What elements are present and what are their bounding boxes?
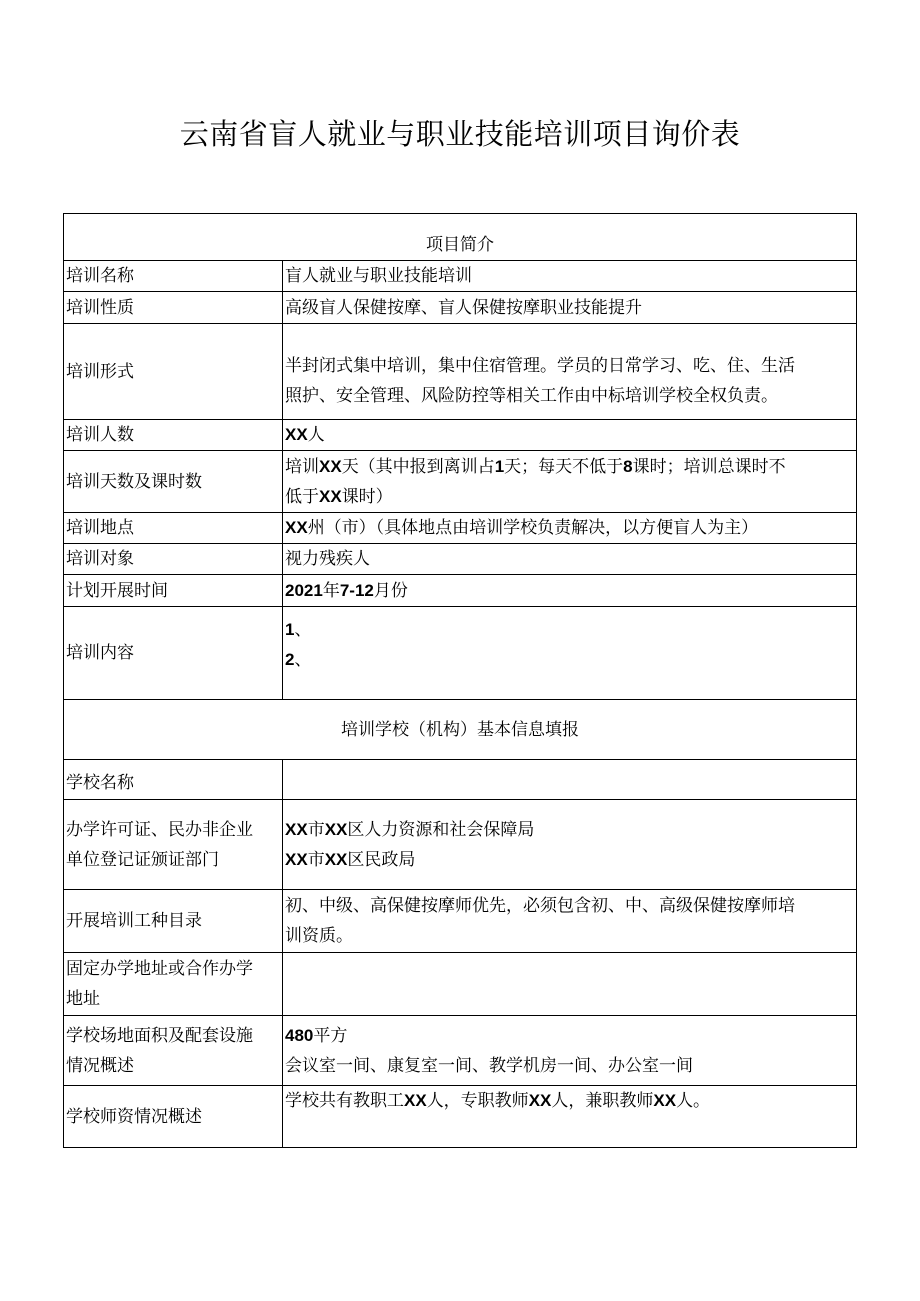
- value-part: 480: [285, 1025, 314, 1045]
- row-label: 培训天数及课时数: [64, 451, 283, 513]
- value-line: 训资质。: [285, 926, 353, 946]
- value-part: XX: [319, 456, 342, 476]
- table-row: [64, 451, 857, 513]
- row-label: 培训名称: [64, 261, 283, 292]
- row-value: [283, 760, 857, 800]
- value-part: XX: [528, 1091, 552, 1110]
- table-row: [64, 760, 857, 800]
- value-part: 7-12: [339, 580, 374, 600]
- value-part: 月份: [373, 580, 408, 601]
- value-part: 培训: [285, 456, 319, 477]
- row-value: [283, 1086, 857, 1148]
- row-label: 培训形式: [64, 324, 283, 420]
- section-header-row: [64, 214, 857, 261]
- row-label: 开展培训工种目录: [64, 890, 283, 953]
- label-line: 办学许可证、民办非企业: [66, 819, 253, 840]
- table-row: [64, 1086, 857, 1148]
- table-row: [64, 607, 857, 700]
- value-part: 区人力资源和社会保障局: [347, 819, 535, 840]
- value-part: 市: [307, 819, 325, 840]
- row-label: 学校师资情况概述: [64, 1086, 283, 1148]
- value-part: 人，专职教师: [426, 1091, 529, 1111]
- row-label: [64, 953, 283, 1016]
- value-part: 1: [494, 456, 505, 476]
- row-label: 培训人数: [64, 420, 283, 451]
- value-part: 年: [322, 580, 340, 601]
- value-part: 课时；培训总课时不: [632, 456, 786, 477]
- row-label: 计划开展时间: [64, 575, 283, 607]
- value-part: 人: [307, 425, 325, 445]
- value-part: 平方: [313, 1025, 348, 1046]
- row-value: [283, 953, 857, 1016]
- row-value: 视力残疾人: [283, 544, 857, 575]
- row-value: [283, 1016, 857, 1086]
- row-label: [64, 1016, 283, 1086]
- value-part: 人，兼职教师: [551, 1091, 654, 1111]
- value-part: 区民政局: [347, 849, 416, 870]
- table-row: [64, 800, 857, 890]
- row-label: 培训对象: [64, 544, 283, 575]
- value-part: XX: [324, 849, 348, 869]
- label-line: 学校场地面积及配套设施: [66, 1025, 253, 1046]
- value-line: 初、中级、高保健按摩师优先，必须包含初、中、高级保健按摩师培: [285, 896, 795, 916]
- label-line: 情况概述: [66, 1055, 134, 1076]
- label-line: 单位登记证颁证部门: [66, 849, 219, 870]
- value-part: 市: [307, 849, 325, 870]
- value-part: XX: [319, 486, 342, 506]
- table-row: [64, 261, 857, 292]
- row-value: [283, 890, 857, 953]
- table-row: [64, 292, 857, 324]
- value-line: 照护、安全管理、风险防控等相关工作由中标培训学校全权负责。: [285, 385, 778, 406]
- table-row: [64, 1016, 857, 1086]
- inquiry-form-table: [63, 213, 857, 1148]
- table-row: [64, 953, 857, 1016]
- value-part: 课时）: [341, 486, 393, 507]
- value-part: 、: [294, 620, 312, 640]
- row-value: 盲人就业与职业技能培训: [283, 261, 857, 292]
- value-part: XX: [285, 849, 308, 869]
- row-label: 培训地点: [64, 513, 283, 544]
- section-title-project-intro: 项目简介: [64, 214, 857, 261]
- value-part: XX: [324, 819, 348, 839]
- row-label: [64, 800, 283, 890]
- value-line: 会议室一间、康复室一间、教学机房一间、办公室一间: [285, 1055, 693, 1076]
- value-part: 1: [285, 620, 295, 639]
- value-part: 天（其中报到离训占: [341, 456, 495, 477]
- value-part: XX: [285, 819, 308, 839]
- document-title: 云南省盲人就业与职业技能培训项目询价表: [179, 117, 741, 151]
- value-part: 2: [285, 650, 295, 669]
- value-part: 8: [623, 456, 633, 476]
- row-value: [283, 800, 857, 890]
- label-line: 固定办学地址或合作办学: [66, 959, 253, 979]
- row-label: 培训性质: [64, 292, 283, 324]
- value-part: XX: [404, 1091, 427, 1110]
- label-line: 地址: [66, 989, 100, 1009]
- section-header-row: [64, 700, 857, 760]
- section-title-school-info: 培训学校（机构）基本信息填报: [64, 700, 857, 760]
- value-part: 州（市）（具体地点由培训学校负责解决，以方便盲人为主）: [307, 518, 759, 538]
- table-row: [64, 575, 857, 607]
- value-part: 人。: [676, 1091, 711, 1111]
- table-row: [64, 420, 857, 451]
- row-value: [283, 575, 857, 607]
- row-value: [283, 451, 857, 513]
- value-part: 天；每天不低于: [504, 456, 624, 477]
- table-row: [64, 544, 857, 575]
- table-row: [64, 513, 857, 544]
- row-value: [283, 324, 857, 420]
- value-line: 半封闭式集中培训，集中住宿管理。学员的日常学习、吃、住、生活: [285, 355, 795, 376]
- row-label: 学校名称: [64, 760, 283, 800]
- value-part: 2021: [285, 580, 323, 600]
- row-value: [283, 513, 857, 544]
- row-value: [283, 607, 857, 700]
- value-part: 低于: [285, 486, 319, 507]
- value-part: XX: [285, 518, 308, 537]
- value-part: XX: [653, 1091, 677, 1110]
- row-value: 高级盲人保健按摩、盲人保健按摩职业技能提升: [283, 292, 857, 324]
- table-row: [64, 324, 857, 420]
- row-label: 培训内容: [64, 607, 283, 700]
- value-part: 、: [294, 650, 312, 670]
- table-row: [64, 890, 857, 953]
- row-value: [283, 420, 857, 451]
- value-part: 学校共有教职工: [285, 1091, 404, 1111]
- value-part: XX: [285, 425, 308, 444]
